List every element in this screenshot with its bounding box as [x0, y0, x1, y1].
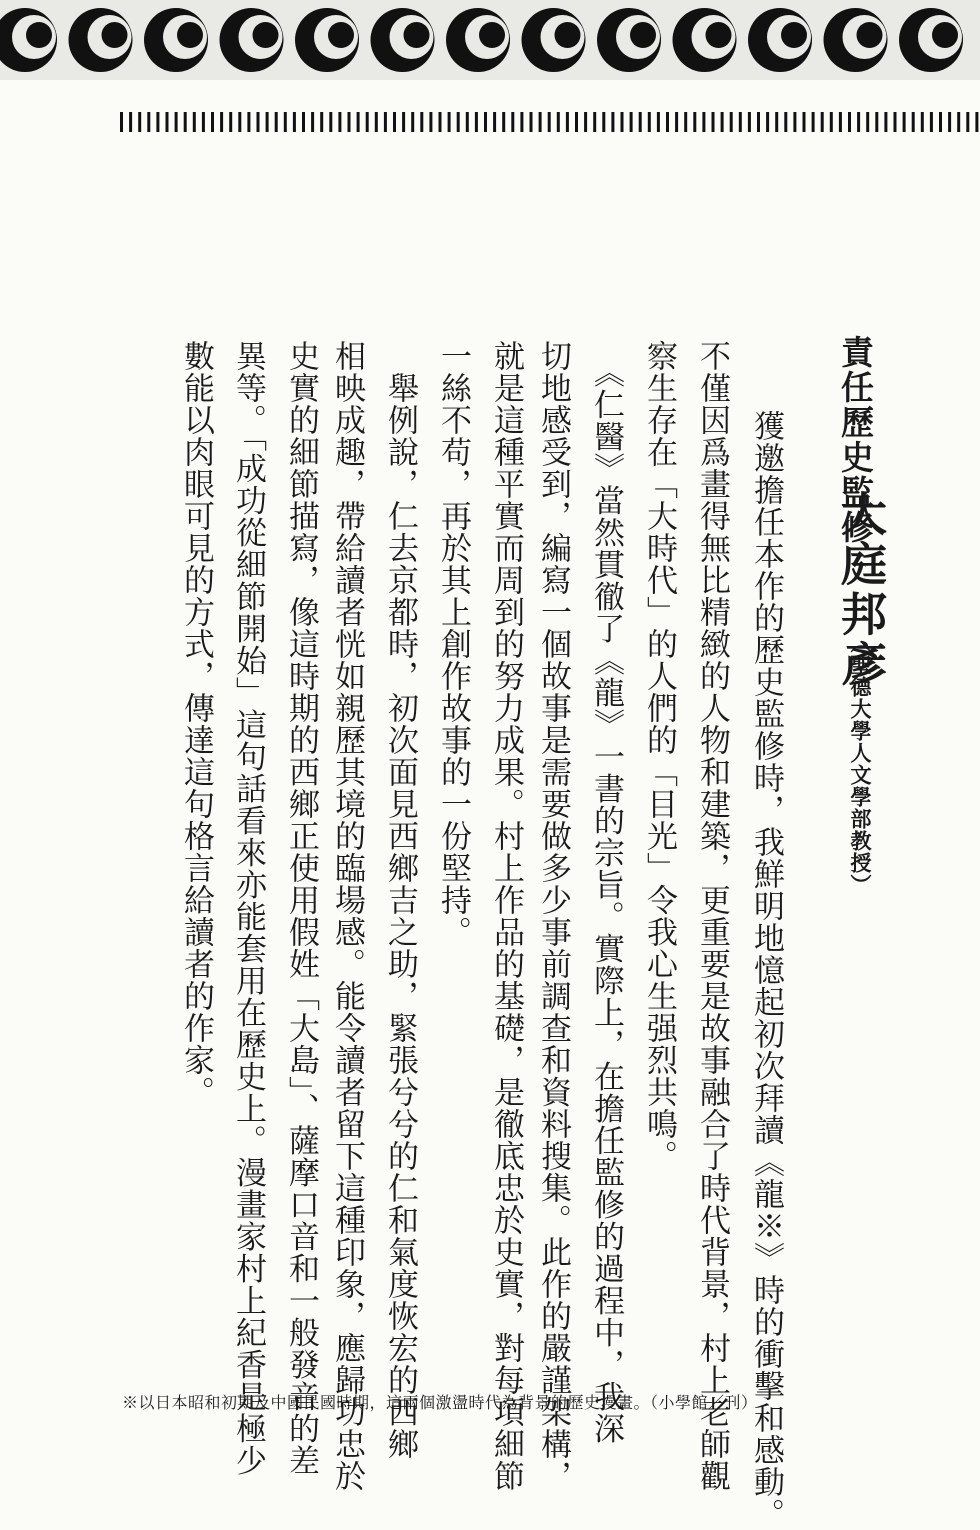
author-affiliation: ︵聖德大學人文學部教授︶: [848, 632, 873, 896]
text-column: 舉例說，仁去京都時，初次面見西鄉吉之助，緊張兮兮的仁和氣度恢宏的西鄉: [382, 340, 418, 1460]
text-column: 一絲不苟，再於其上創作故事的一份堅持。: [435, 340, 471, 948]
text-column: 數能以肉眼可見的方式，傳達這句格言給讀者的作家。: [178, 340, 214, 1108]
heading-role: 責任歷史監修: [836, 335, 875, 545]
text-column: 不僅因爲畫得無比精緻的人物和建築，更重要是故事融合了時代背景，村上老師觀: [694, 340, 730, 1492]
crescent-pattern-icon: [0, 0, 980, 80]
text-column: 異等。「成功從細節開始」這句話看來亦能套用在歷史上。漫畫家村上紀香是極少: [230, 340, 266, 1477]
text-column: 相映成趣，帶給讀者恍如親歷其境的臨場感。能令讀者留下這種印象，應歸功忠於: [329, 340, 365, 1492]
text-column: 《仁醫》當然貫徹了《龍》一書的宗旨。實際上，在擔任監修的過程中，我深: [588, 340, 624, 1445]
text-column: 史實的細節描寫，像這時期的西鄉正使用假姓「大島」、薩摩口音和一般發音的差: [283, 340, 319, 1477]
text-column: 就是這種平實而周到的努力成果。村上作品的基礎，是徹底忠於史實，對每項細節: [488, 340, 524, 1492]
decorative-border-band: [0, 0, 980, 80]
footnote: ※以日本昭和初期及中國民國時期，這兩個激盪時代為背景的歷史漫畫。（小學館／刊）: [122, 1393, 758, 1412]
tick-rule-divider: [118, 112, 980, 134]
text-column: 切地感受到，編寫一個故事是需要做多少事前調查和資料搜集。此作的嚴謹架構，: [535, 340, 571, 1492]
author-name: 大庭邦彥: [834, 490, 888, 690]
text-column: 察生存在「大時代」的人們的「目光」令我心生强烈共鳴。: [641, 340, 677, 1172]
text-column: 獲邀擔任本作的歷史監修時，我鮮明地憶起初次拜讀《龍※》時的衝擊和感動。: [748, 378, 784, 1530]
